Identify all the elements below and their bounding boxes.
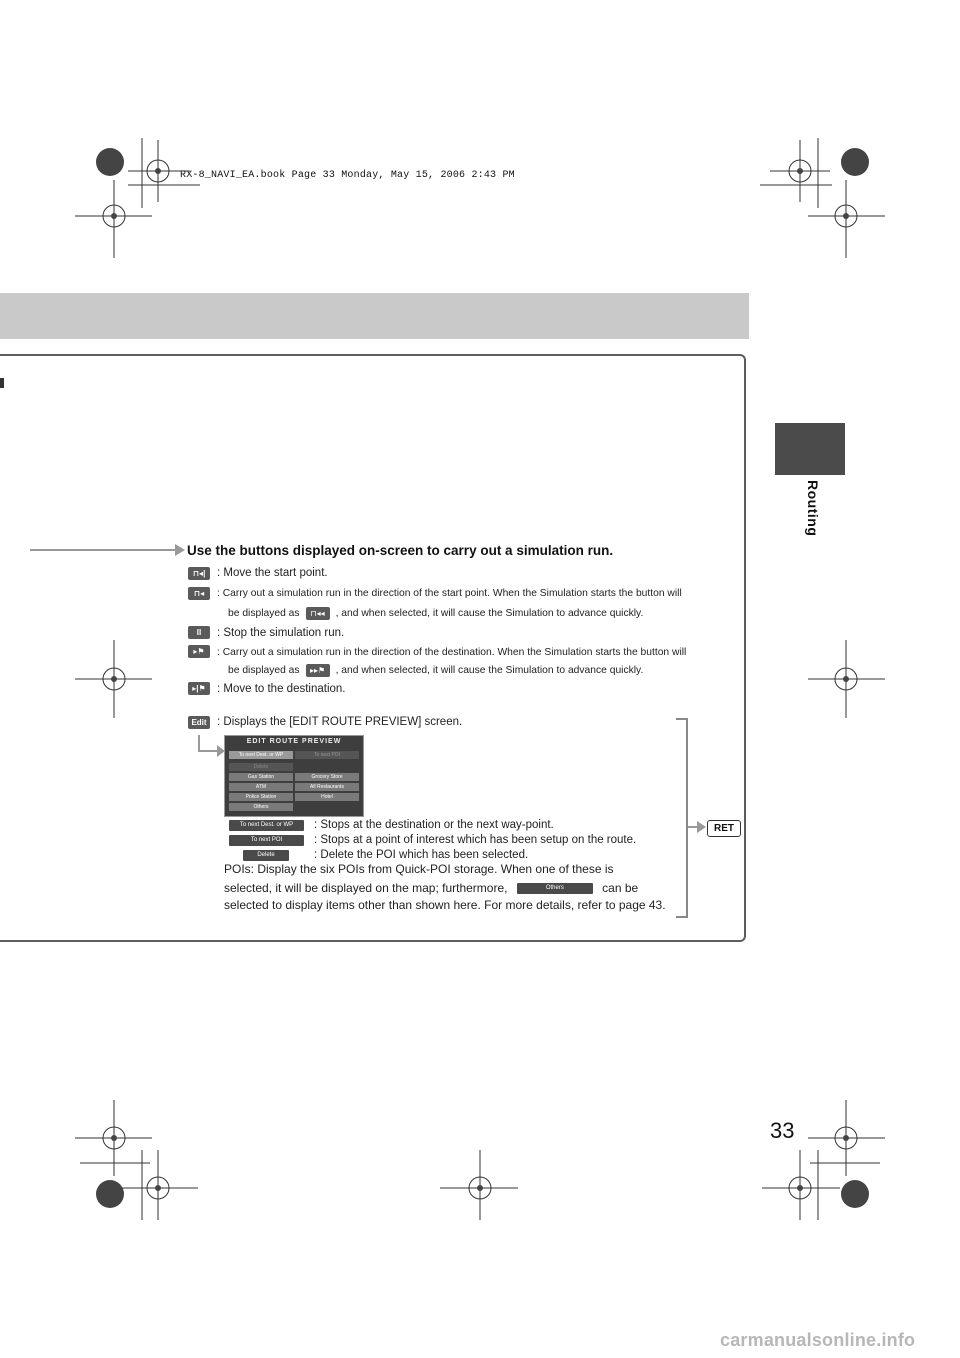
next-poi-button: To next POI (229, 835, 304, 846)
delete-desc: : Delete the POI which has been selected. (314, 849, 529, 861)
screen-tab-next-dest: To next Dest. or WP (229, 751, 293, 759)
pois-lead: POIs: (224, 862, 255, 876)
edit-button: Edit (188, 716, 210, 729)
row-reverse-simulation-cont (228, 607, 643, 620)
row-pause: : Stop the simulation run. (217, 627, 345, 639)
row-reverse-simulation: : Carry out a simulation run in the direction of the start point. When the Simulation starts the button will (217, 588, 682, 599)
screen-tab-next-poi: To next POI (295, 751, 359, 759)
heading-arrow (30, 549, 176, 551)
pois-note-line2 (224, 881, 638, 895)
screen-poi-restaurants: All Restaurants (295, 783, 359, 791)
row-destination: : Move to the destination. (217, 683, 346, 695)
next-dest-desc: : Stops at the destination or the next way-point. (314, 819, 554, 831)
row-edit: : Displays the [EDIT ROUTE PREVIEW] screen. (217, 716, 463, 728)
row-forward-simulation: : Carry out a simulation run in the direction of the destination. When the Simulation starts the button will (217, 647, 687, 658)
fast-forward-icon: ▸▸⚑ (306, 664, 330, 677)
screen-poi-atm: ATM (229, 783, 293, 791)
row-forward-simulation-cont (228, 664, 643, 677)
delete-button: Delete (243, 850, 289, 861)
row-text-before: be displayed as (228, 608, 300, 620)
pause-button: II (188, 626, 210, 639)
screen-poi-gas: Gas Station (229, 773, 293, 781)
row-start-point: : Move the start point. (217, 567, 328, 579)
pois-line1: Display the six POIs from Quick-POI storage. When one of these is (254, 862, 614, 876)
pois-line2-after: can be (602, 881, 639, 895)
forward-simulation-button: ▸⚑ (188, 645, 210, 658)
edit-route-preview-screen (224, 735, 364, 817)
others-button: Others (517, 883, 593, 894)
row-text-after: , and when selected, it will cause the Simulation to advance quickly. (335, 665, 644, 677)
pois-note-line1 (224, 862, 614, 876)
ret-button: RET (707, 820, 741, 837)
destination-button: ▸|⚑ (188, 682, 210, 695)
side-tab (775, 423, 845, 475)
section-heading: Use the buttons displayed on-screen to carry out a simulation run. (187, 543, 614, 558)
screen-poi-grocery: Grocery Store (295, 773, 359, 781)
pois-note-line3: selected to display items other than shown here. For more details, refer to page 43. (224, 898, 666, 912)
row-text-after: , and when selected, it will cause the Simulation to advance quickly. (335, 608, 644, 620)
start-point-button: ⊓◂| (188, 567, 210, 580)
screen-title: EDIT ROUTE PREVIEW (246, 738, 342, 745)
left-marker (0, 378, 4, 388)
screen-others: Others (229, 803, 293, 811)
header-band (0, 293, 749, 339)
fast-reverse-icon: ⊓◂◂ (306, 607, 330, 620)
ret-bracket (676, 718, 688, 918)
row-text-before: be displayed as (228, 665, 300, 677)
screen-poi-hotel: Hotel (295, 793, 359, 801)
ret-arrow-head (697, 821, 706, 833)
print-header: RX-8_NAVI_EA.book Page 33 Monday, May 15, 2006 2:43 PM (180, 170, 515, 181)
pois-line2-before: selected, it will be displayed on the map; furthermore, (224, 881, 508, 895)
heading-arrow-head (175, 544, 185, 556)
screen-delete: Delete (229, 763, 293, 771)
reverse-simulation-button: ⊓◂ (188, 587, 210, 600)
page-number: 33 (770, 1118, 795, 1143)
side-tab-label: Routing (805, 480, 821, 537)
screen-poi-police: Police Station (229, 793, 293, 801)
next-poi-desc: : Stops at a point of interest which has been setup on the route. (314, 834, 637, 846)
watermark: carmanualsonline.info (720, 1330, 916, 1350)
next-dest-button: To next Dest. or WP (229, 820, 304, 831)
